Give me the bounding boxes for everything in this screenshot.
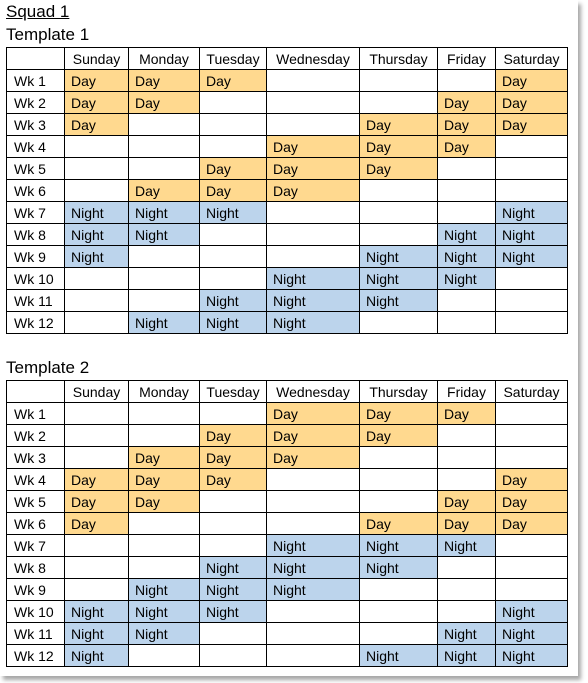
empty-cell: [200, 645, 267, 667]
shift-cell-day: Day: [267, 403, 360, 425]
empty-cell: [438, 70, 496, 92]
empty-cell: [129, 557, 200, 579]
table-row: [7, 425, 568, 447]
empty-cell: [129, 535, 200, 557]
shift-cell-day: Day: [496, 469, 568, 491]
shift-cell-night: Night: [65, 601, 129, 623]
table-row: [7, 557, 568, 579]
table-row: [7, 290, 568, 312]
empty-cell: [200, 535, 267, 557]
shift-cell-day: Day: [65, 92, 129, 114]
table-row: [7, 70, 568, 92]
shift-cell-night: Night: [129, 312, 200, 334]
empty-cell: [496, 158, 568, 180]
header-row: [7, 48, 568, 70]
squad-title: Squad 1: [6, 2, 70, 21]
empty-cell: [360, 180, 438, 202]
day-header-thursday: Thursday: [360, 381, 438, 403]
empty-cell: [496, 403, 568, 425]
shift-cell-day: Day: [496, 114, 568, 136]
empty-cell: [129, 403, 200, 425]
week-label: Wk 4: [7, 469, 65, 491]
empty-cell: [267, 623, 360, 645]
empty-cell: [496, 268, 568, 290]
shift-cell-day: Day: [267, 158, 360, 180]
empty-cell: [129, 268, 200, 290]
empty-cell: [496, 557, 568, 579]
empty-cell: [438, 158, 496, 180]
shift-cell-night: Night: [496, 601, 568, 623]
shift-cell-night: Night: [65, 623, 129, 645]
shift-cell-night: Night: [496, 202, 568, 224]
table-row: [7, 469, 568, 491]
table-row: [7, 535, 568, 557]
shift-cell-night: Night: [200, 202, 267, 224]
empty-cell: [267, 202, 360, 224]
empty-cell: [200, 268, 267, 290]
empty-cell: [360, 70, 438, 92]
shift-cell-day: Day: [129, 447, 200, 469]
empty-cell: [267, 469, 360, 491]
shift-cell-day: Day: [267, 425, 360, 447]
empty-cell: [496, 136, 568, 158]
week-label: Wk 3: [7, 447, 65, 469]
empty-cell: [360, 312, 438, 334]
empty-cell: [360, 447, 438, 469]
empty-cell: [200, 403, 267, 425]
shift-cell-day: Day: [267, 136, 360, 158]
shift-cell-night: Night: [267, 557, 360, 579]
shift-cell-day: Day: [200, 447, 267, 469]
empty-cell: [496, 312, 568, 334]
week-label: Wk 12: [7, 645, 65, 667]
week-label: Wk 9: [7, 246, 65, 268]
empty-cell: [267, 601, 360, 623]
week-label: Wk 11: [7, 623, 65, 645]
shift-cell-night: Night: [496, 224, 568, 246]
shift-cell-night: Night: [360, 246, 438, 268]
week-label: Wk 7: [7, 202, 65, 224]
table-row: [7, 114, 568, 136]
table-row: [7, 403, 568, 425]
day-header-tuesday: Tuesday: [200, 381, 267, 403]
shift-cell-day: Day: [267, 180, 360, 202]
shift-cell-night: Night: [129, 623, 200, 645]
table-row: [7, 447, 568, 469]
empty-cell: [267, 92, 360, 114]
empty-cell: [65, 535, 129, 557]
shift-cell-night: Night: [200, 312, 267, 334]
shift-cell-night: Night: [496, 623, 568, 645]
shift-cell-night: Night: [438, 645, 496, 667]
empty-cell: [360, 491, 438, 513]
empty-cell: [267, 491, 360, 513]
empty-cell: [360, 601, 438, 623]
day-header-friday: Friday: [438, 381, 496, 403]
shift-cell-day: Day: [496, 513, 568, 535]
empty-cell: [438, 425, 496, 447]
shift-cell-day: Day: [129, 70, 200, 92]
week-label: Wk 5: [7, 158, 65, 180]
shift-cell-day: Day: [200, 180, 267, 202]
empty-cell: [129, 158, 200, 180]
empty-cell: [200, 491, 267, 513]
week-label: Wk 11: [7, 290, 65, 312]
shift-cell-day: Day: [360, 136, 438, 158]
shift-cell-day: Day: [360, 403, 438, 425]
template-1-table: [6, 47, 568, 334]
empty-cell: [496, 290, 568, 312]
table-row: [7, 246, 568, 268]
template-2-title: Template 2: [6, 358, 90, 377]
empty-cell: [360, 224, 438, 246]
table-row: [7, 513, 568, 535]
empty-cell: [65, 403, 129, 425]
empty-cell: [496, 535, 568, 557]
shift-cell-night: Night: [267, 579, 360, 601]
empty-cell: [360, 579, 438, 601]
table-row: [7, 491, 568, 513]
shift-cell-day: Day: [65, 70, 129, 92]
corner-cell: [7, 381, 65, 403]
empty-cell: [267, 246, 360, 268]
empty-cell: [438, 447, 496, 469]
shift-cell-night: Night: [200, 579, 267, 601]
shift-cell-day: Day: [496, 70, 568, 92]
empty-cell: [65, 158, 129, 180]
day-header-saturday: Saturday: [496, 48, 568, 70]
empty-cell: [65, 447, 129, 469]
table-row: [7, 158, 568, 180]
shift-cell-night: Night: [438, 535, 496, 557]
table-row: [7, 202, 568, 224]
empty-cell: [438, 312, 496, 334]
empty-cell: [360, 92, 438, 114]
table-row: [7, 268, 568, 290]
shift-cell-day: Day: [65, 469, 129, 491]
table-row: [7, 645, 568, 667]
empty-cell: [267, 224, 360, 246]
shift-cell-day: Day: [200, 70, 267, 92]
table-row: [7, 136, 568, 158]
shift-cell-night: Night: [267, 535, 360, 557]
empty-cell: [267, 70, 360, 92]
shift-cell-day: Day: [129, 469, 200, 491]
shift-cell-night: Night: [129, 601, 200, 623]
empty-cell: [360, 623, 438, 645]
table-row: [7, 623, 568, 645]
week-label: Wk 10: [7, 601, 65, 623]
day-header-sunday: Sunday: [65, 381, 129, 403]
shift-cell-night: Night: [438, 268, 496, 290]
shift-cell-day: Day: [129, 180, 200, 202]
empty-cell: [360, 202, 438, 224]
week-label: Wk 6: [7, 180, 65, 202]
empty-cell: [200, 92, 267, 114]
table-row: [7, 180, 568, 202]
week-label: Wk 3: [7, 114, 65, 136]
empty-cell: [496, 579, 568, 601]
day-header-wednesday: Wednesday: [267, 48, 360, 70]
empty-cell: [438, 469, 496, 491]
shift-cell-day: Day: [200, 469, 267, 491]
week-label: Wk 1: [7, 70, 65, 92]
shift-cell-night: Night: [267, 290, 360, 312]
week-label: Wk 8: [7, 557, 65, 579]
shift-cell-day: Day: [438, 92, 496, 114]
empty-cell: [129, 136, 200, 158]
empty-cell: [65, 557, 129, 579]
day-header-monday: Monday: [129, 48, 200, 70]
table-row: [7, 579, 568, 601]
week-label: Wk 1: [7, 403, 65, 425]
shift-cell-day: Day: [496, 92, 568, 114]
table-row: [7, 92, 568, 114]
shift-cell-day: Day: [200, 158, 267, 180]
empty-cell: [200, 513, 267, 535]
shift-cell-day: Day: [129, 92, 200, 114]
week-label: Wk 6: [7, 513, 65, 535]
shift-cell-night: Night: [65, 202, 129, 224]
shift-cell-night: Night: [360, 557, 438, 579]
shift-cell-day: Day: [200, 425, 267, 447]
empty-cell: [65, 579, 129, 601]
empty-cell: [267, 513, 360, 535]
day-header-saturday: Saturday: [496, 381, 568, 403]
day-header-monday: Monday: [129, 381, 200, 403]
empty-cell: [129, 513, 200, 535]
empty-cell: [200, 114, 267, 136]
week-label: Wk 10: [7, 268, 65, 290]
template-2-table: [6, 380, 568, 667]
shift-cell-day: Day: [360, 114, 438, 136]
day-header-friday: Friday: [438, 48, 496, 70]
shift-cell-day: Day: [438, 491, 496, 513]
shift-cell-night: Night: [200, 290, 267, 312]
shift-cell-night: Night: [360, 268, 438, 290]
shift-cell-day: Day: [438, 513, 496, 535]
shift-cell-night: Night: [360, 535, 438, 557]
shift-cell-night: Night: [496, 645, 568, 667]
empty-cell: [65, 312, 129, 334]
week-label: Wk 4: [7, 136, 65, 158]
shift-cell-night: Night: [267, 312, 360, 334]
shift-cell-night: Night: [438, 246, 496, 268]
empty-cell: [267, 114, 360, 136]
empty-cell: [438, 601, 496, 623]
shift-cell-night: Night: [65, 645, 129, 667]
empty-cell: [65, 136, 129, 158]
shift-cell-day: Day: [360, 158, 438, 180]
shift-cell-day: Day: [438, 403, 496, 425]
day-header-wednesday: Wednesday: [267, 381, 360, 403]
week-label: Wk 7: [7, 535, 65, 557]
shift-cell-night: Night: [360, 645, 438, 667]
empty-cell: [438, 579, 496, 601]
corner-cell: [7, 48, 65, 70]
shift-cell-night: Night: [267, 268, 360, 290]
shift-cell-day: Day: [65, 513, 129, 535]
shift-cell-night: Night: [129, 224, 200, 246]
empty-cell: [65, 425, 129, 447]
empty-cell: [438, 180, 496, 202]
shift-cell-day: Day: [65, 491, 129, 513]
empty-cell: [438, 290, 496, 312]
empty-cell: [360, 469, 438, 491]
shift-cell-day: Day: [129, 491, 200, 513]
shift-cell-day: Day: [360, 425, 438, 447]
empty-cell: [496, 447, 568, 469]
empty-cell: [267, 645, 360, 667]
header-row: [7, 381, 568, 403]
empty-cell: [200, 136, 267, 158]
shift-cell-night: Night: [200, 557, 267, 579]
shift-cell-night: Night: [129, 202, 200, 224]
empty-cell: [129, 246, 200, 268]
empty-cell: [65, 180, 129, 202]
shift-cell-night: Night: [360, 290, 438, 312]
week-label: Wk 8: [7, 224, 65, 246]
week-label: Wk 2: [7, 425, 65, 447]
empty-cell: [200, 623, 267, 645]
shift-cell-day: Day: [496, 491, 568, 513]
shift-cell-day: Day: [438, 136, 496, 158]
shift-cell-night: Night: [438, 224, 496, 246]
empty-cell: [496, 425, 568, 447]
shift-cell-day: Day: [65, 114, 129, 136]
shift-cell-night: Night: [65, 246, 129, 268]
week-label: Wk 5: [7, 491, 65, 513]
table-row: [7, 601, 568, 623]
shift-cell-night: Night: [129, 579, 200, 601]
shift-cell-day: Day: [267, 447, 360, 469]
empty-cell: [200, 224, 267, 246]
empty-cell: [129, 290, 200, 312]
empty-cell: [65, 290, 129, 312]
day-header-thursday: Thursday: [360, 48, 438, 70]
empty-cell: [200, 246, 267, 268]
empty-cell: [129, 425, 200, 447]
week-label: Wk 2: [7, 92, 65, 114]
day-header-sunday: Sunday: [65, 48, 129, 70]
shift-cell-day: Day: [360, 513, 438, 535]
empty-cell: [65, 268, 129, 290]
shift-cell-night: Night: [438, 623, 496, 645]
empty-cell: [496, 180, 568, 202]
table-row: [7, 312, 568, 334]
shift-cell-night: Night: [65, 224, 129, 246]
empty-cell: [129, 114, 200, 136]
week-label: Wk 12: [7, 312, 65, 334]
table-row: [7, 224, 568, 246]
empty-cell: [129, 645, 200, 667]
empty-cell: [438, 557, 496, 579]
shift-cell-night: Night: [200, 601, 267, 623]
empty-cell: [438, 202, 496, 224]
week-label: Wk 9: [7, 579, 65, 601]
day-header-tuesday: Tuesday: [200, 48, 267, 70]
shift-cell-day: Day: [438, 114, 496, 136]
template-1-title: Template 1: [6, 25, 90, 44]
shift-cell-night: Night: [496, 246, 568, 268]
